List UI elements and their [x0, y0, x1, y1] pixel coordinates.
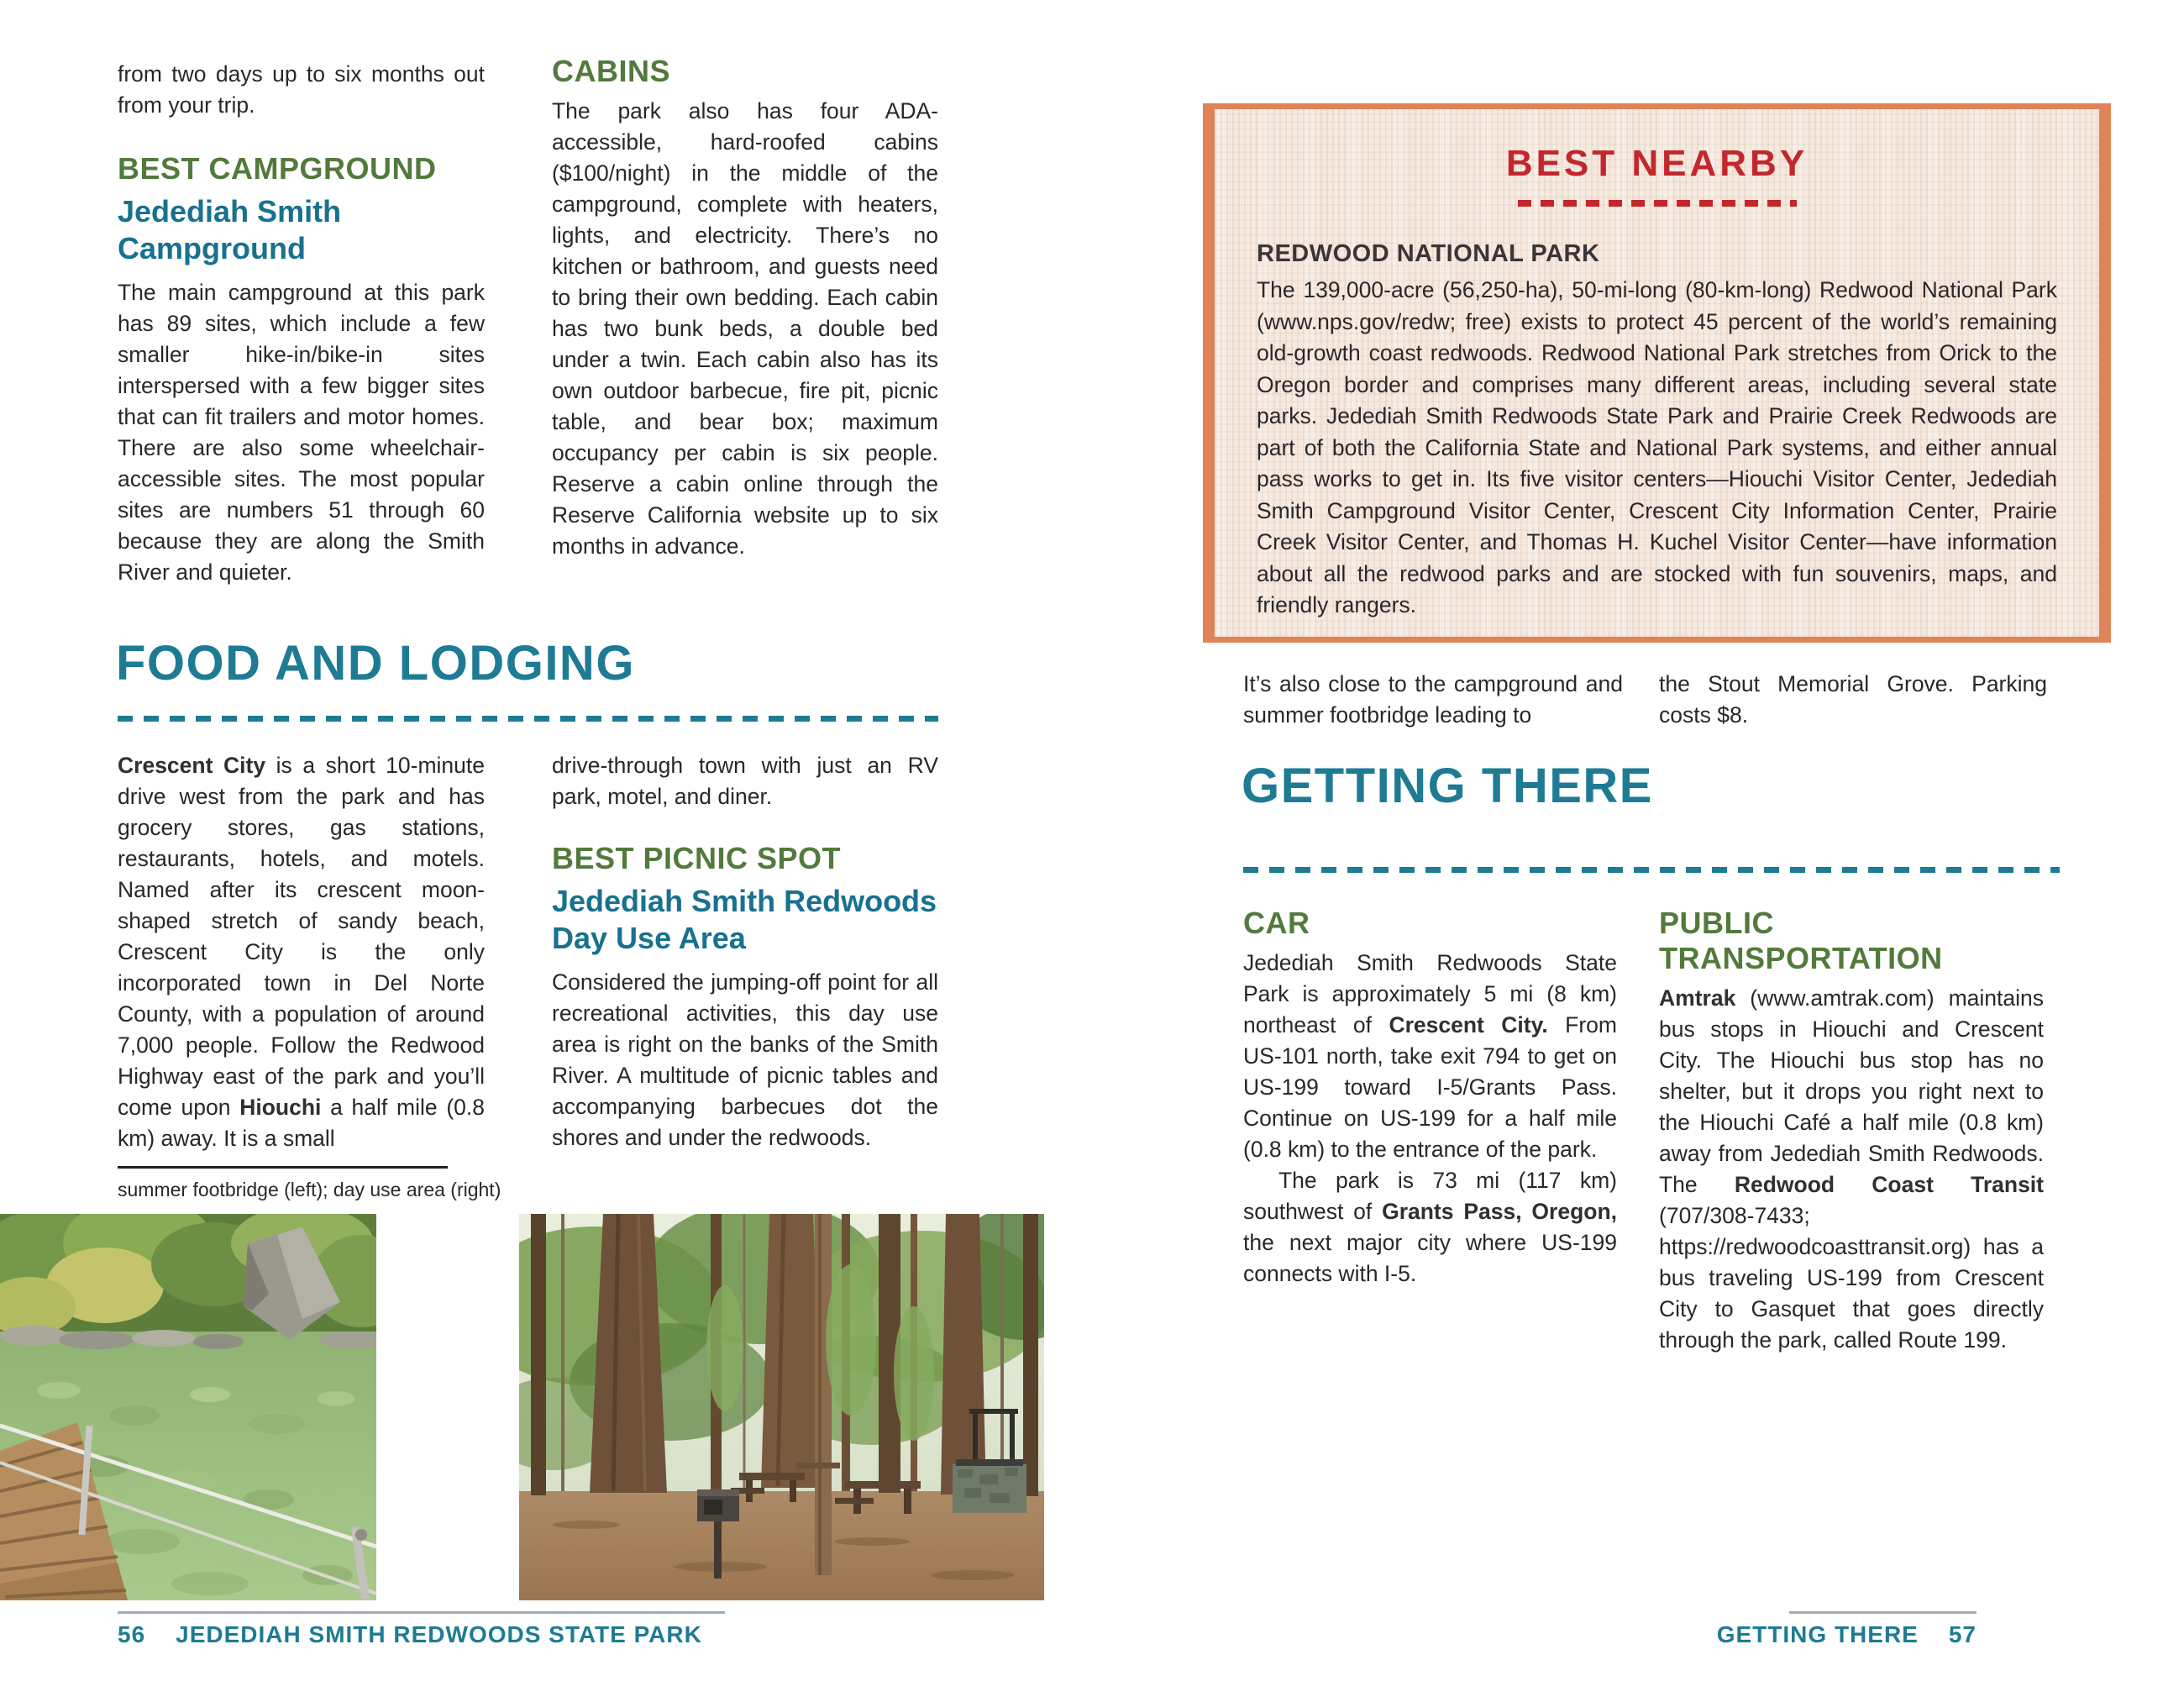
public-transportation-kicker: PUBLIC TRANSPORTATION [1659, 906, 1943, 975]
left-footer-label: JEDEDIAH SMITH REDWOODS STATE PARK [176, 1621, 702, 1647]
left-footer-rule [118, 1611, 725, 1614]
redwood-national-park-heading: REDWOOD NATIONAL PARK [1257, 240, 1600, 267]
cabins-kicker: CABINS [552, 54, 671, 88]
car-paragraph-2: The park is 73 mi (117 km) southwest of Grants Pass, Oregon, the next major city where US-199 connects with I-5. [1243, 1168, 1617, 1286]
best-campground-title: Jedediah Smith Campground [118, 194, 342, 265]
left-column-2 [552, 54, 938, 562]
crescent-city-paragraph: Crescent City is a short 10-minute drive west from the park and has grocery stores, gas stations, restaurants, hotels, and motels. Named after its crescent moon-shaped stretch of sandy beach, Crescent City is the only incorporated town in Del Norte County, with a population of around 7,000 people. Follow the Redwood Highway east of the park and you’ll come upon Hiouchi a half mile (0.8 km) away. It is a small [118, 753, 485, 1151]
car-paragraph-1: Jedediah Smith Redwoods State Park is approximately 5 mi (8 km) northeast of Crescent City. From US-101 north, take exit 794 to get on US-199 toward I-5/Grants Pass. Continue on US-199 for a half mile (0.8 km) to the entrance of the park. [1243, 950, 1617, 1162]
public-transportation-column [1659, 906, 2044, 1356]
day-use-area-photo [519, 1214, 1044, 1600]
right-footer-rule [1789, 1611, 1977, 1614]
stout-note-column-2: the Stout Memorial Grove. Parking costs $8. [1659, 671, 2047, 728]
car-column [1243, 906, 1617, 1290]
best-nearby-rule [1518, 200, 1797, 207]
best-picnic-kicker: BEST PICNIC SPOT [552, 841, 842, 875]
right-page-number: 57 [1948, 1621, 1977, 1647]
crescent-city-continuation: drive-through town with just an RV park, motel, and diner. [552, 753, 938, 809]
getting-there-rule [1243, 867, 2060, 873]
best-campground-kicker: BEST CAMPGROUND [118, 151, 437, 186]
best-picnic-body: Considered the jumping-off point for all recreational activities, this day use area is right on the banks of the Smith River. A multitude of picnic tables and accompanying barbecues dot the shores and under the redwoods. [552, 969, 938, 1150]
food-lodging-column-2 [552, 750, 938, 1153]
footbridge-photo [0, 1214, 376, 1600]
intro-paragraph: from two days up to six months out from your trip. [118, 61, 485, 118]
left-footer [118, 1621, 874, 1648]
public-transportation-paragraph: Amtrak (www.amtrak.com) maintains bus stops in Hiouchi and Crescent City. The Hiouchi bus stop has no shelter, but it drops you right next to the Hiouchi Café a half mile (0.8 km) away from Jedediah Smith Redwoods. The Redwood Coast Transit (707/308-7433; https://redwoodcoasttransit.org) has a bus traveling US-199 from Crescent City to Gasquet that goes directly through the park, called Route 199. [1659, 985, 2044, 1353]
best-nearby-box [1203, 103, 2111, 643]
cabins-body: The park also has four ADA-accessible, hard-roofed cabins ($100/night) in the middle of the campground, complete with heaters, lights, and electricity. There’s no kitchen or bathroom, and guests need to bring their own bedding. Each cabin has two bunk beds, a double bed under a twin. Each cabin also has its own outdoor barbecue, fire pit, picnic table, and bear box; maximum occupancy per cabin is six people. Reserve a cabin online through the Reserve California website up to six months in advance. [552, 98, 938, 559]
getting-there-heading: GETTING THERE [1242, 759, 1653, 813]
best-campground-body: The main campground at this park has 89 sites, which include a few smaller hike-in/bike-in sites interspersed with a few bigger sites that can fit trailers and motor homes. There are also some wheelchair-accessible sites. The most popular sites are numbers 51 through 60 because they are along the Smith River and quieter. [118, 280, 485, 585]
best-nearby-title: BEST NEARBY [1505, 143, 1809, 184]
food-lodging-column-1 [118, 750, 485, 1154]
left-page-number: 56 [118, 1621, 146, 1647]
caption-rule [118, 1166, 448, 1169]
food-and-lodging-heading: FOOD AND LODGING [116, 636, 635, 691]
right-footer-label: GETTING THERE [1716, 1621, 1919, 1647]
car-kicker: CAR [1243, 906, 1310, 940]
stout-note-column-1: It’s also close to the campground and summer footbridge leading to [1243, 671, 1623, 728]
right-footer [1599, 1621, 1977, 1648]
best-picnic-title: Jedediah Smith Redwoods Day Use Area [552, 884, 937, 955]
redwood-national-park-body: The 139,000-acre (56,250-ha), 50-mi-long (80-km-long) Redwood National Park (www.nps.gov/redw; free) exists to protect 45 percent of the world’s remaining old-growth coast redwoods. Redwood National Park stretches from Orick to the Oregon border and comprises many different areas, including several state parks. Jedediah Smith Redwoods State Park and Prairie Creek Redwoods are part of both the California State and National Park systems, and either annual pass works to get in. Its five visitor centers—Hiouchi Visitor Center, Jedediah Smith Campground Visitor Center, Crescent City Information Center, Prairie Creek Visitor Center, and Thomas H. Kuchel Visitor Center—have information about all the redwood parks and are stocked with fun souvenirs, maps, and friendly rangers. [1257, 277, 2057, 617]
left-column-1 [118, 59, 485, 588]
food-and-lodging-rule [118, 716, 938, 722]
photo-caption: summer footbridge (left); day use area (right) [118, 1179, 501, 1200]
